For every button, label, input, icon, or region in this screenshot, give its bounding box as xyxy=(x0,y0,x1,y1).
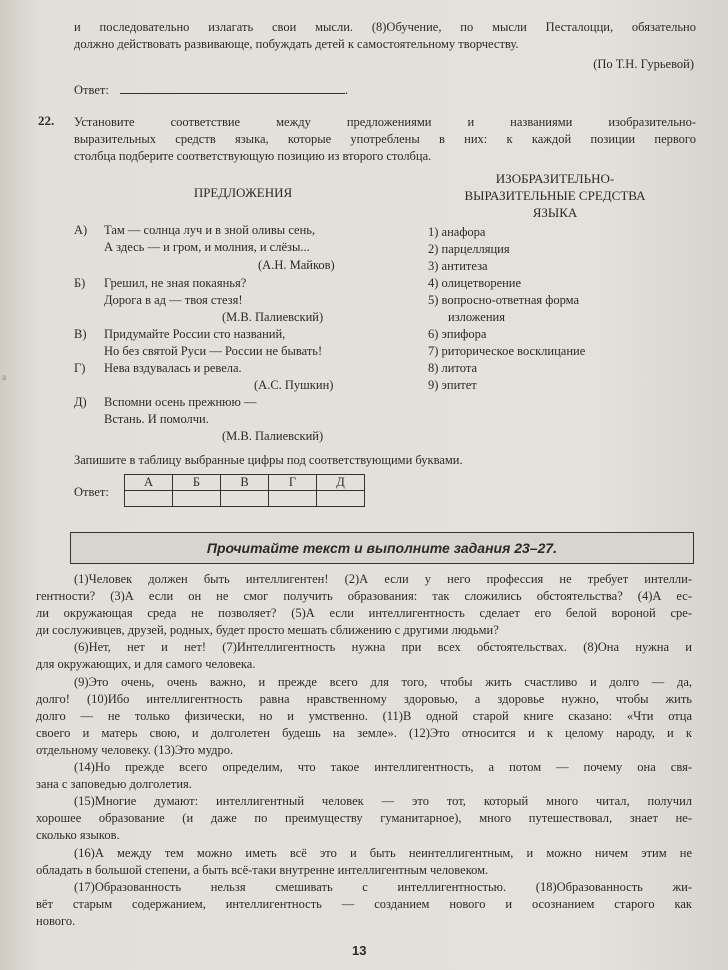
top-line-1: и последовательно излагать свои мысли. (8)Обучение, по мысли Песталоцци, обязательно xyxy=(74,20,696,34)
sentence-v-line-1: Придумайте России сто названий, xyxy=(104,327,286,341)
answer-cell-g[interactable] xyxy=(269,491,317,507)
text-line: (1)Человек должен быть интеллигентен! (2)А если у него профессия не требует интелли- xyxy=(74,572,692,586)
text-line: нового. xyxy=(36,913,76,928)
top-source: (По Т.Н. Гурьевой) xyxy=(593,57,694,71)
table-instruction: Запишите в таблицу выбранные цифры под соответствующими буквами. xyxy=(74,453,463,467)
sentence-v-line-2: Но без святой Руси — России не бывать! xyxy=(104,344,323,358)
answer-header-b: Б xyxy=(173,475,221,491)
text-line: для окружающих, и для самого человека. xyxy=(36,657,256,672)
top-answer-end: . xyxy=(344,83,349,97)
column-title-sentences: ПРЕДЛОЖЕНИЯ xyxy=(193,185,293,200)
text-line: (16)А между тем можно иметь всё это и быть неинтеллигентным, и можно ничем этим не xyxy=(74,845,692,860)
top-answer-label: Ответ: xyxy=(74,83,109,97)
sentence-b-line-2: Дорога в ад — твоя стезя! xyxy=(104,293,243,307)
sentence-b-author: (М.В. Палиевский) xyxy=(222,310,324,324)
text-line: хорошее образование (и даже по преимуществу гуманитарное), много путешествовал, знает не- xyxy=(36,811,692,826)
sentence-b-letter: Б) xyxy=(74,276,86,290)
task-22-intro-1: Установите соответствие между предложениями и названиями изобразительно- xyxy=(74,115,696,129)
text-line: (14)Но прежде всего определим, что такое интеллигентность, а потом — почему она свя- xyxy=(74,760,692,775)
text-line: гентности? (3)А если он не смог получить образования: так сложились обстоятельства? (4)А ес- xyxy=(36,589,692,604)
sentence-g-author: (А.С. Пушкин) xyxy=(254,378,334,392)
sentence-a-letter: А) xyxy=(74,223,88,237)
page-number: 13 xyxy=(352,943,367,958)
text-line: своего и матерь свою, и долголетен будешь на земле». (12)Это относится и к целому народу, и к xyxy=(36,725,692,740)
means-item-9: 9) эпитет xyxy=(428,378,477,392)
sentence-d-author: (М.В. Палиевский) xyxy=(222,429,324,443)
text-line: долго — не только физически, но и умственно. (11)В одной старой книге сказано: «Чти отца xyxy=(36,708,692,723)
means-item-1: 1) анафора xyxy=(428,225,486,239)
task-22-number: 22. xyxy=(38,113,55,128)
top-answer-field[interactable] xyxy=(120,81,345,94)
answer-table xyxy=(124,474,365,507)
sentence-b-line-1: Грешил, не зная покаянья? xyxy=(104,276,247,290)
text-line: (6)Нет, нет и нет! (7)Интеллигентность нужна при всех обстоятельствах. (8)Она нужна и xyxy=(74,640,692,655)
text-line: ли окружающая среда не позволяет? (5)А если интеллигентность сделает его белой вороной сре- xyxy=(36,606,692,621)
sentence-a-line-1: Там — солнца луч и в зной оливы сень, xyxy=(104,223,316,237)
answer-table-row xyxy=(125,491,365,507)
answer-header-v: В xyxy=(221,475,269,491)
sentence-d-letter: Д) xyxy=(74,395,87,409)
sentence-d-line-2: Встань. И помолчи. xyxy=(104,412,209,426)
text-line: обладать в большой степени, а быть всё-таки внутренне интеллигентным человеком. xyxy=(36,862,489,877)
means-item-2: 2) парцелляция xyxy=(428,242,510,256)
table-answer-label: Ответ: xyxy=(74,485,109,499)
answer-header-d: Д xyxy=(317,475,365,491)
text-line: вёт старым содержанием, интеллигентность — созданием нового и осознанием старого как xyxy=(36,896,692,911)
answer-header-a: А xyxy=(125,475,173,491)
sentence-a-author: (А.Н. Майков) xyxy=(258,258,335,272)
sentence-d-line-1: Вспомни осень прежнюю — xyxy=(104,395,257,409)
top-answer-row xyxy=(74,81,348,98)
reading-text xyxy=(36,571,692,930)
answer-cell-a[interactable] xyxy=(125,491,173,507)
column-title-means xyxy=(440,170,670,221)
margin-mark: a xyxy=(2,372,6,382)
answer-cell-v[interactable] xyxy=(221,491,269,507)
sentence-g-line-1: Нева вздувалась и ревела. xyxy=(104,361,242,375)
task-22-intro-3: столбца подберите соответствующую позицию из второго столбца. xyxy=(74,149,432,163)
means-item-6: 6) эпифора xyxy=(428,327,487,341)
answer-header-g: Г xyxy=(269,475,317,491)
text-line: отдельному человеку. (13)Это мудро. xyxy=(36,742,234,757)
sentence-g-letter: Г) xyxy=(74,361,86,375)
text-line: долго! (10)Ибо интеллигентность равна нравственному здоровью, а здоровье нужно, чтобы жить xyxy=(36,691,692,706)
task-22-intro-2: выразительных средств языка, которые употреблены в них: к каждой позиции первого xyxy=(74,132,696,146)
column-title-means-3: ЯЗЫКА xyxy=(532,205,578,220)
text-line: (17)Образованность нельзя смешивать с интеллигентностью. (18)Образованность жи- xyxy=(74,879,692,894)
text-line: ди сослуживцев, друзей, родных, будет просто мешать сближению с другими людьми? xyxy=(36,623,499,638)
column-title-means-2: ВЫРАЗИТЕЛЬНЫЕ СРЕДСТВА xyxy=(464,188,646,203)
sentence-a-line-2: А здесь — и гром, и молния, и слёзы... xyxy=(104,240,310,254)
top-line-2: должно действовать развивающе, побуждать детей к самостоятельному творчеству. xyxy=(74,37,519,51)
means-item-5-cont: изложения xyxy=(448,310,505,324)
means-item-4: 4) олицетворение xyxy=(428,276,522,290)
means-item-7: 7) риторическое восклицание xyxy=(428,344,586,358)
means-item-5: 5) вопросно-ответная форма xyxy=(428,293,580,307)
means-item-3: 3) антитеза xyxy=(428,259,488,273)
answer-cell-b[interactable] xyxy=(173,491,221,507)
answer-table-header xyxy=(125,475,365,491)
sentence-v-letter: В) xyxy=(74,327,87,341)
text-line: сколько языков. xyxy=(36,828,120,843)
text-line: зана с заповедью долголетия. xyxy=(36,777,192,792)
text-line: (9)Это очень, очень важно, и прежде всего для того, чтобы жить счастливо и долго — да, xyxy=(74,674,692,689)
reading-banner: Прочитайте текст и выполните задания 23–27. xyxy=(70,532,694,564)
text-line: (15)Многие думают: интеллигентный человек — это тот, который много читал, получил xyxy=(74,794,692,809)
answer-cell-d[interactable] xyxy=(317,491,365,507)
means-item-8: 8) литота xyxy=(428,361,478,375)
column-title-means-1: ИЗОБРАЗИТЕЛЬНО- xyxy=(495,171,615,186)
